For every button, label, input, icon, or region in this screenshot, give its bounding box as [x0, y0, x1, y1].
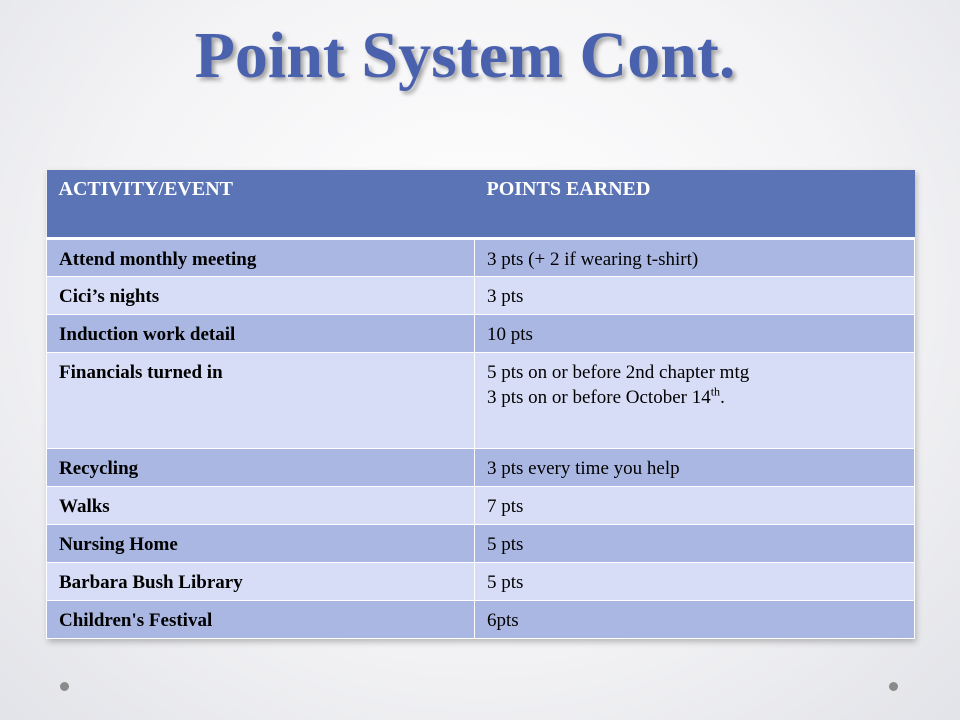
points-cell: 7 pts: [475, 486, 915, 524]
table-row: [47, 600, 915, 638]
activity-cell: Financials turned in: [47, 352, 475, 448]
table-row: [47, 276, 915, 314]
points-cell: 3 pts: [475, 276, 915, 314]
points-line-2-sup: th: [710, 384, 721, 399]
points-cell: [475, 352, 915, 448]
header-points: POINTS EARNED: [475, 170, 915, 238]
points-cell: 6pts: [475, 600, 915, 638]
table-row: [47, 448, 915, 486]
activity-cell: Nursing Home: [47, 524, 475, 562]
table-row: [47, 524, 915, 562]
activity-cell: Barbara Bush Library: [47, 562, 475, 600]
decorative-dot-right: [889, 682, 898, 691]
table-row: [47, 486, 915, 524]
activity-cell: Recycling: [47, 448, 475, 486]
table-row: [47, 352, 915, 448]
activity-cell: Attend monthly meeting: [47, 238, 475, 276]
points-cell: 3 pts (+ 2 if wearing t-shirt): [475, 238, 915, 276]
header-activity: ACTIVITY/EVENT: [47, 170, 475, 238]
activity-cell: Walks: [47, 486, 475, 524]
points-table: [46, 170, 914, 639]
table-row: [47, 314, 915, 352]
table-row: [47, 238, 915, 276]
activity-cell: Induction work detail: [47, 314, 475, 352]
points-cell: 5 pts: [475, 524, 915, 562]
activity-cell: Children's Festival: [47, 600, 475, 638]
decorative-dot-left: [60, 682, 69, 691]
points-cell: 5 pts: [475, 562, 915, 600]
slide-title: Point System Cont.: [194, 19, 736, 92]
points-cell: 10 pts: [475, 314, 915, 352]
points-cell: 3 pts every time you help: [475, 448, 915, 486]
table-header-row: [47, 170, 915, 238]
activity-cell: Cici’s nights: [47, 276, 475, 314]
points-line-2-text: 3 pts on or before October 14: [487, 386, 711, 408]
points-line-2-end: .: [720, 386, 725, 408]
table-row: [47, 562, 915, 600]
points-line-2: [487, 385, 902, 410]
points-line-1: 5 pts on or before 2nd chapter mtg: [487, 361, 750, 383]
